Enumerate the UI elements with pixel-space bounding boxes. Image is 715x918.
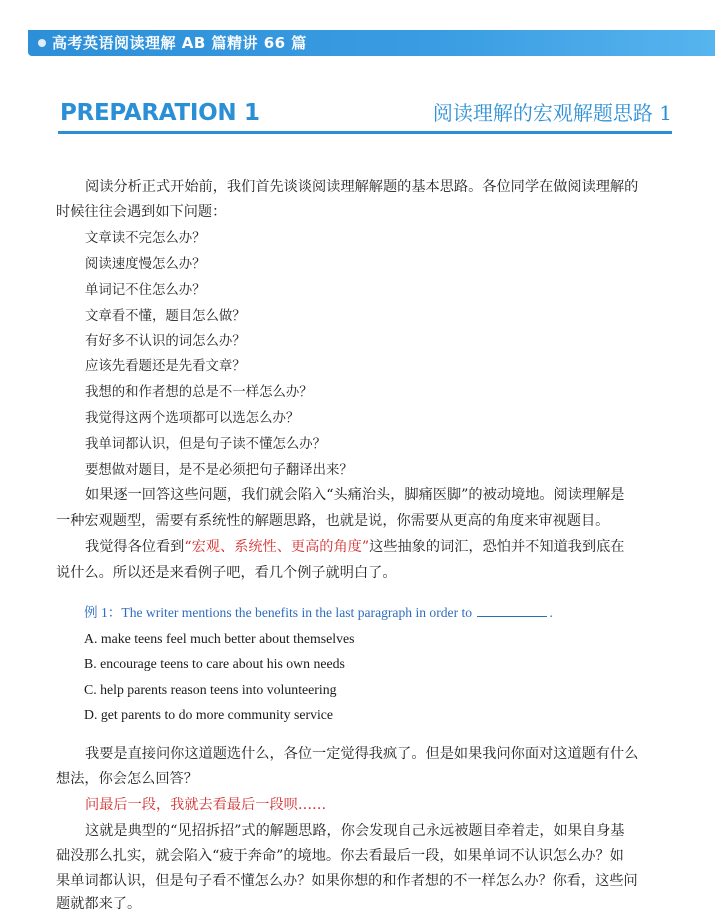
option-b: B. encourage teens to care about his own needs bbox=[84, 656, 345, 671]
question-item: 单词记不住怎么办？ bbox=[85, 283, 206, 298]
question-item: 应该先看题还是先看文章？ bbox=[85, 359, 246, 374]
para4-line-1: 我要是直接问你这道题选什么，各位一定觉得我疯了。但是如果我问你面对这道题有什么 bbox=[85, 746, 639, 762]
option-d: D. get parents to do more community service bbox=[84, 707, 334, 722]
question-item: 文章看不懂，题目怎么做？ bbox=[85, 309, 246, 324]
option-a: A. make teens feel much better about themselves bbox=[84, 631, 355, 646]
question-item: 有好多不认识的词怎么办？ bbox=[85, 334, 246, 349]
section-subtitle: 阅读理解的宏观解题思路 1 bbox=[432, 101, 672, 125]
question-item: 文章读不完怎么办？ bbox=[85, 231, 206, 246]
question-item: 要想做对题目，是不是必须把句子翻译出来？ bbox=[85, 463, 353, 478]
example-question: 例 1：The writer mentions the benefits in the last paragraph in order to . bbox=[84, 605, 553, 620]
para2-line-2: 一种宏观题型，需要有系统性的解题思路，也就是说，你需要从更高的角度来审视题目。 bbox=[56, 513, 610, 529]
red-answer: 问最后一段，我就去看最后一段呗…… bbox=[85, 797, 327, 813]
para3-line-2: 说什么。所以还是来看例子吧，看几个例子就明白了。 bbox=[56, 565, 397, 581]
question-item: 我想的和作者想的总是不一样怎么办？ bbox=[85, 385, 313, 400]
question-item: 我觉得这两个选项都可以选怎么办？ bbox=[85, 411, 300, 426]
question-item: 我单词都认识，但是句子读不懂怎么办？ bbox=[85, 437, 327, 452]
option-c: C. help parents reason teens into volunteering bbox=[84, 682, 337, 697]
header-bullet-icon bbox=[38, 39, 46, 47]
para2-line-1: 如果逐一回答这些问题，我们就会陷入“头痛治头，脚痛医脚”的被动境地。阅读理解是 bbox=[85, 487, 625, 503]
para4-line-2: 想法，你会怎么回答？ bbox=[56, 771, 198, 787]
para5-line-1: 这就是典型的“见招拆招”式的解题思路，你会发现自己永远被题目牵着走，如果自身基 bbox=[85, 823, 625, 839]
section-title: PREPARATION 1 bbox=[60, 100, 260, 126]
para5-line-2: 础没那么扎实，就会陷入“疲于奔命”的境地。你去看最后一段，如果单词不认识怎么办？如 bbox=[56, 848, 624, 864]
example-stem: The writer mentions the benefits in the last paragraph in order to bbox=[121, 605, 473, 620]
para5-line-3: 果单词都认识，但是句子看不懂怎么办？如果你想的和作者想的不一样怎么办？你看，这些问 bbox=[56, 873, 638, 889]
para3-line-1: 我觉得各位看到“宏观、系统性、更高的角度”这些抽象的词汇，恐怕并不知道我到底在 bbox=[85, 539, 625, 555]
example-label: 例 1： bbox=[84, 605, 122, 620]
answer-blank bbox=[477, 605, 547, 617]
intro-line-1: 阅读分析正式开始前，我们首先谈谈阅读理解解题的基本思路。各位同学在做阅读理解的 bbox=[85, 179, 639, 195]
question-item: 阅读速度慢怎么办？ bbox=[85, 257, 206, 272]
emphasis-text: “宏观、系统性、更高的角度” bbox=[184, 539, 370, 555]
section-divider bbox=[58, 131, 672, 134]
para5-line-4: 题就都来了。 bbox=[56, 896, 142, 912]
book-title: 高考英语阅读理解 AB 篇精讲 66 篇 bbox=[52, 34, 307, 52]
intro-line-2: 时候往往会遇到如下问题： bbox=[56, 204, 227, 220]
